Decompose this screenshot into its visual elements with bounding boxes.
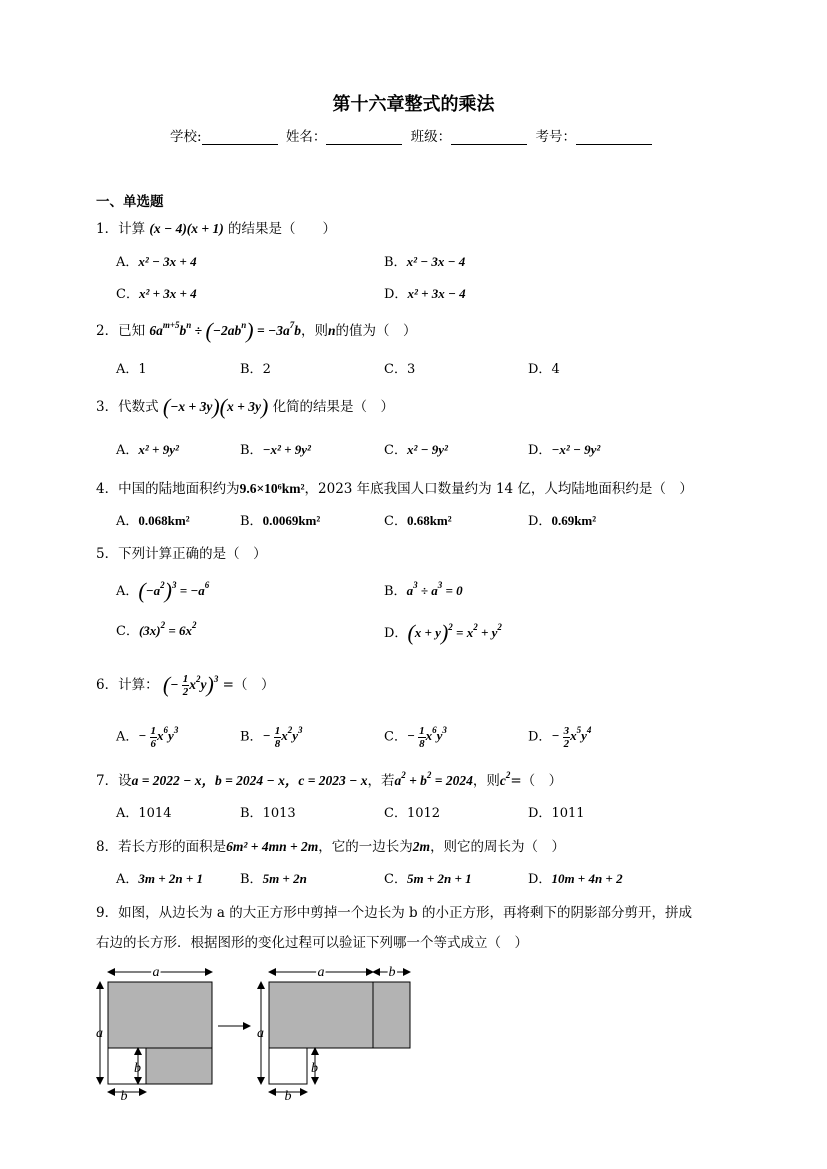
- option-c[interactable]: C．− $\frac{1}{8}$ $x^6y^3$: [384, 725, 447, 750]
- name-blank: [326, 130, 402, 145]
- question-text: 如图，从边长为 a 的大正方形中剪掉一个边长为 b 的小正方形，再将剩下的阴影部分剪开，拼成: [118, 905, 692, 921]
- option-c[interactable]: C．x² − 9y²: [384, 442, 448, 458]
- page-title: 第十六章整式的乘法: [332, 94, 495, 115]
- question-text: 下列计算正确的是（ ）: [118, 546, 267, 562]
- question-text: 的值为（ ）: [335, 323, 417, 339]
- number-label: 考号：: [535, 129, 576, 145]
- math-variable: n: [327, 323, 336, 338]
- label-b: b: [120, 1089, 128, 1102]
- question-number: 3．: [96, 399, 119, 415]
- math-expression: (− $\frac{1}{2}$ $x^2y)^3$: [162, 672, 219, 699]
- option-a[interactable]: A．x² − 3x + 4: [116, 254, 197, 270]
- option-b[interactable]: B．− $\frac{1}{8}$ $x^2y^3$: [240, 725, 303, 750]
- option-c[interactable]: C．1012: [384, 806, 441, 821]
- label-b: b: [311, 1061, 318, 1076]
- label-b: b: [284, 1089, 292, 1102]
- question-4: [96, 477, 693, 497]
- question-text: 设: [118, 773, 132, 789]
- option-d[interactable]: D．−x² − 9y²: [528, 442, 601, 458]
- question-number: 9．: [96, 905, 119, 921]
- school-label: 学校:: [170, 129, 202, 145]
- option-b[interactable]: B．2: [240, 362, 271, 377]
- question-text: ，则: [472, 773, 500, 789]
- math-expression: 2m: [412, 839, 431, 854]
- question-5: [96, 542, 267, 562]
- question-number: 1．: [96, 221, 119, 237]
- option-d[interactable]: D．10m + 4n + 2: [528, 871, 623, 887]
- question-text: ，则: [300, 323, 328, 339]
- label-b: b: [388, 965, 396, 980]
- option-b[interactable]: B．0.0069km²: [240, 513, 321, 529]
- option-a[interactable]: A．− $\frac{1}{6}$ $x^6y^3$: [116, 725, 179, 750]
- option-a[interactable]: A．x² + 9y²: [116, 442, 179, 458]
- label-a: a: [152, 965, 160, 980]
- question-6: [96, 672, 274, 698]
- label-a: a: [96, 1026, 103, 1041]
- question-number: 8．: [96, 839, 119, 855]
- option-b[interactable]: B．1013: [240, 806, 296, 821]
- left-figure: [96, 965, 212, 1102]
- option-c[interactable]: C．0.68km²: [384, 513, 452, 529]
- option-b[interactable]: B．$a^3 \div a^3 = 0$: [384, 580, 463, 599]
- class-label: 班级：: [410, 129, 452, 145]
- question-text: 的结果是（ ）: [228, 221, 337, 237]
- number-blank: [576, 130, 652, 145]
- option-b[interactable]: B．5m + 2n: [240, 871, 307, 887]
- question-number: 4．: [96, 481, 119, 497]
- option-b[interactable]: B．x² − 3x − 4: [384, 254, 466, 270]
- question-8: [96, 835, 565, 855]
- right-figure: [257, 965, 410, 1102]
- question-text: 计算：: [118, 677, 159, 693]
- question-number: 5．: [96, 546, 119, 562]
- question-number: 6．: [96, 677, 119, 693]
- question-text: ，则它的周长为（ ）: [430, 839, 566, 855]
- question-9-line2: 右边的长方形．根据图形的变化过程可以验证下列哪一个等式成立（ ）: [96, 935, 528, 951]
- option-d[interactable]: D．− $\frac{3}{2}$ $x^5y^4$: [528, 725, 592, 750]
- option-c[interactable]: C．5m + 2n + 1: [384, 871, 472, 887]
- option-b[interactable]: B．−x² + 9y²: [240, 442, 311, 458]
- question-text: ，2023 年底我国人口数量约为 14 亿，人均陆地面积约是（ ）: [304, 481, 693, 497]
- question-1: [96, 217, 336, 237]
- math-expression: (x − 4)(x + 1): [149, 221, 224, 236]
- section-heading: 一、单选题: [96, 194, 164, 210]
- rectangle-part-b: [373, 982, 410, 1048]
- question-text: ，它的一边长为: [318, 839, 413, 855]
- student-info: [170, 125, 656, 145]
- math-expression: a = 2022 − x，b = 2024 − x，c = 2023 − x: [131, 773, 368, 788]
- math-expression: (−x + 3y)(x + 3y): [162, 394, 269, 419]
- label-b: b: [134, 1061, 141, 1076]
- math-expression: 6m² + 4mn + 2m: [226, 839, 319, 854]
- question-2: [96, 318, 416, 344]
- question-number: 7．: [96, 773, 119, 789]
- option-a[interactable]: A．3m + 2n + 1: [116, 871, 204, 887]
- label-a: a: [317, 965, 325, 980]
- question-text: 已知: [118, 323, 146, 339]
- math-expression: 9.6×10⁶km²: [239, 481, 305, 496]
- option-d[interactable]: D．1011: [528, 806, 585, 821]
- question-text: 计算: [118, 221, 146, 237]
- option-a[interactable]: A．$(-a^2)^3 = -a^6$: [116, 578, 210, 603]
- question-text: 若长方形的面积是: [118, 839, 227, 855]
- class-blank: [451, 130, 527, 145]
- question-text: 代数式: [118, 399, 159, 415]
- question-9: [96, 901, 692, 921]
- option-c[interactable]: C．x² + 3x + 4: [116, 286, 197, 302]
- name-label: 姓名：: [285, 129, 327, 145]
- question-text: 中国的陆地面积约为: [118, 481, 240, 497]
- rectangle-part-a: [269, 982, 373, 1048]
- question-7: 7．设a = 2022 − x，b = 2024 − x，c = 2023 − x，若$a^2 + b^2 = 2024$，则$c^2=$（ ）: [96, 770, 563, 789]
- square-cut-figure: [92, 962, 422, 1102]
- question-text: =（ ）: [510, 773, 563, 789]
- label-a: a: [257, 1026, 264, 1041]
- option-d[interactable]: D．0.69km²: [528, 513, 597, 529]
- question-text: 化简的结果是（ ）: [272, 399, 395, 415]
- option-c[interactable]: C．$(3x)^2 = 6x^2$: [116, 620, 197, 639]
- option-d[interactable]: D．4: [528, 362, 560, 377]
- option-d[interactable]: D．x² + 3x − 4: [384, 286, 466, 302]
- option-c[interactable]: C．3: [384, 362, 416, 377]
- question-text: =（ ）: [222, 677, 275, 693]
- question-3: [96, 394, 394, 420]
- school-blank: [202, 130, 278, 145]
- option-d[interactable]: D．$(x + y)^2 = x^2 + y^2$: [384, 620, 502, 645]
- option-a[interactable]: A．0.068km²: [116, 513, 190, 529]
- empty-square: [269, 1048, 307, 1084]
- option-a[interactable]: A．1: [116, 362, 147, 377]
- question-number: 2．: [96, 323, 119, 339]
- option-a[interactable]: A．1014: [116, 806, 172, 821]
- math-expression: $6a^{m+5}b^n \div (-2ab^n) = -3a^7b$: [149, 318, 301, 343]
